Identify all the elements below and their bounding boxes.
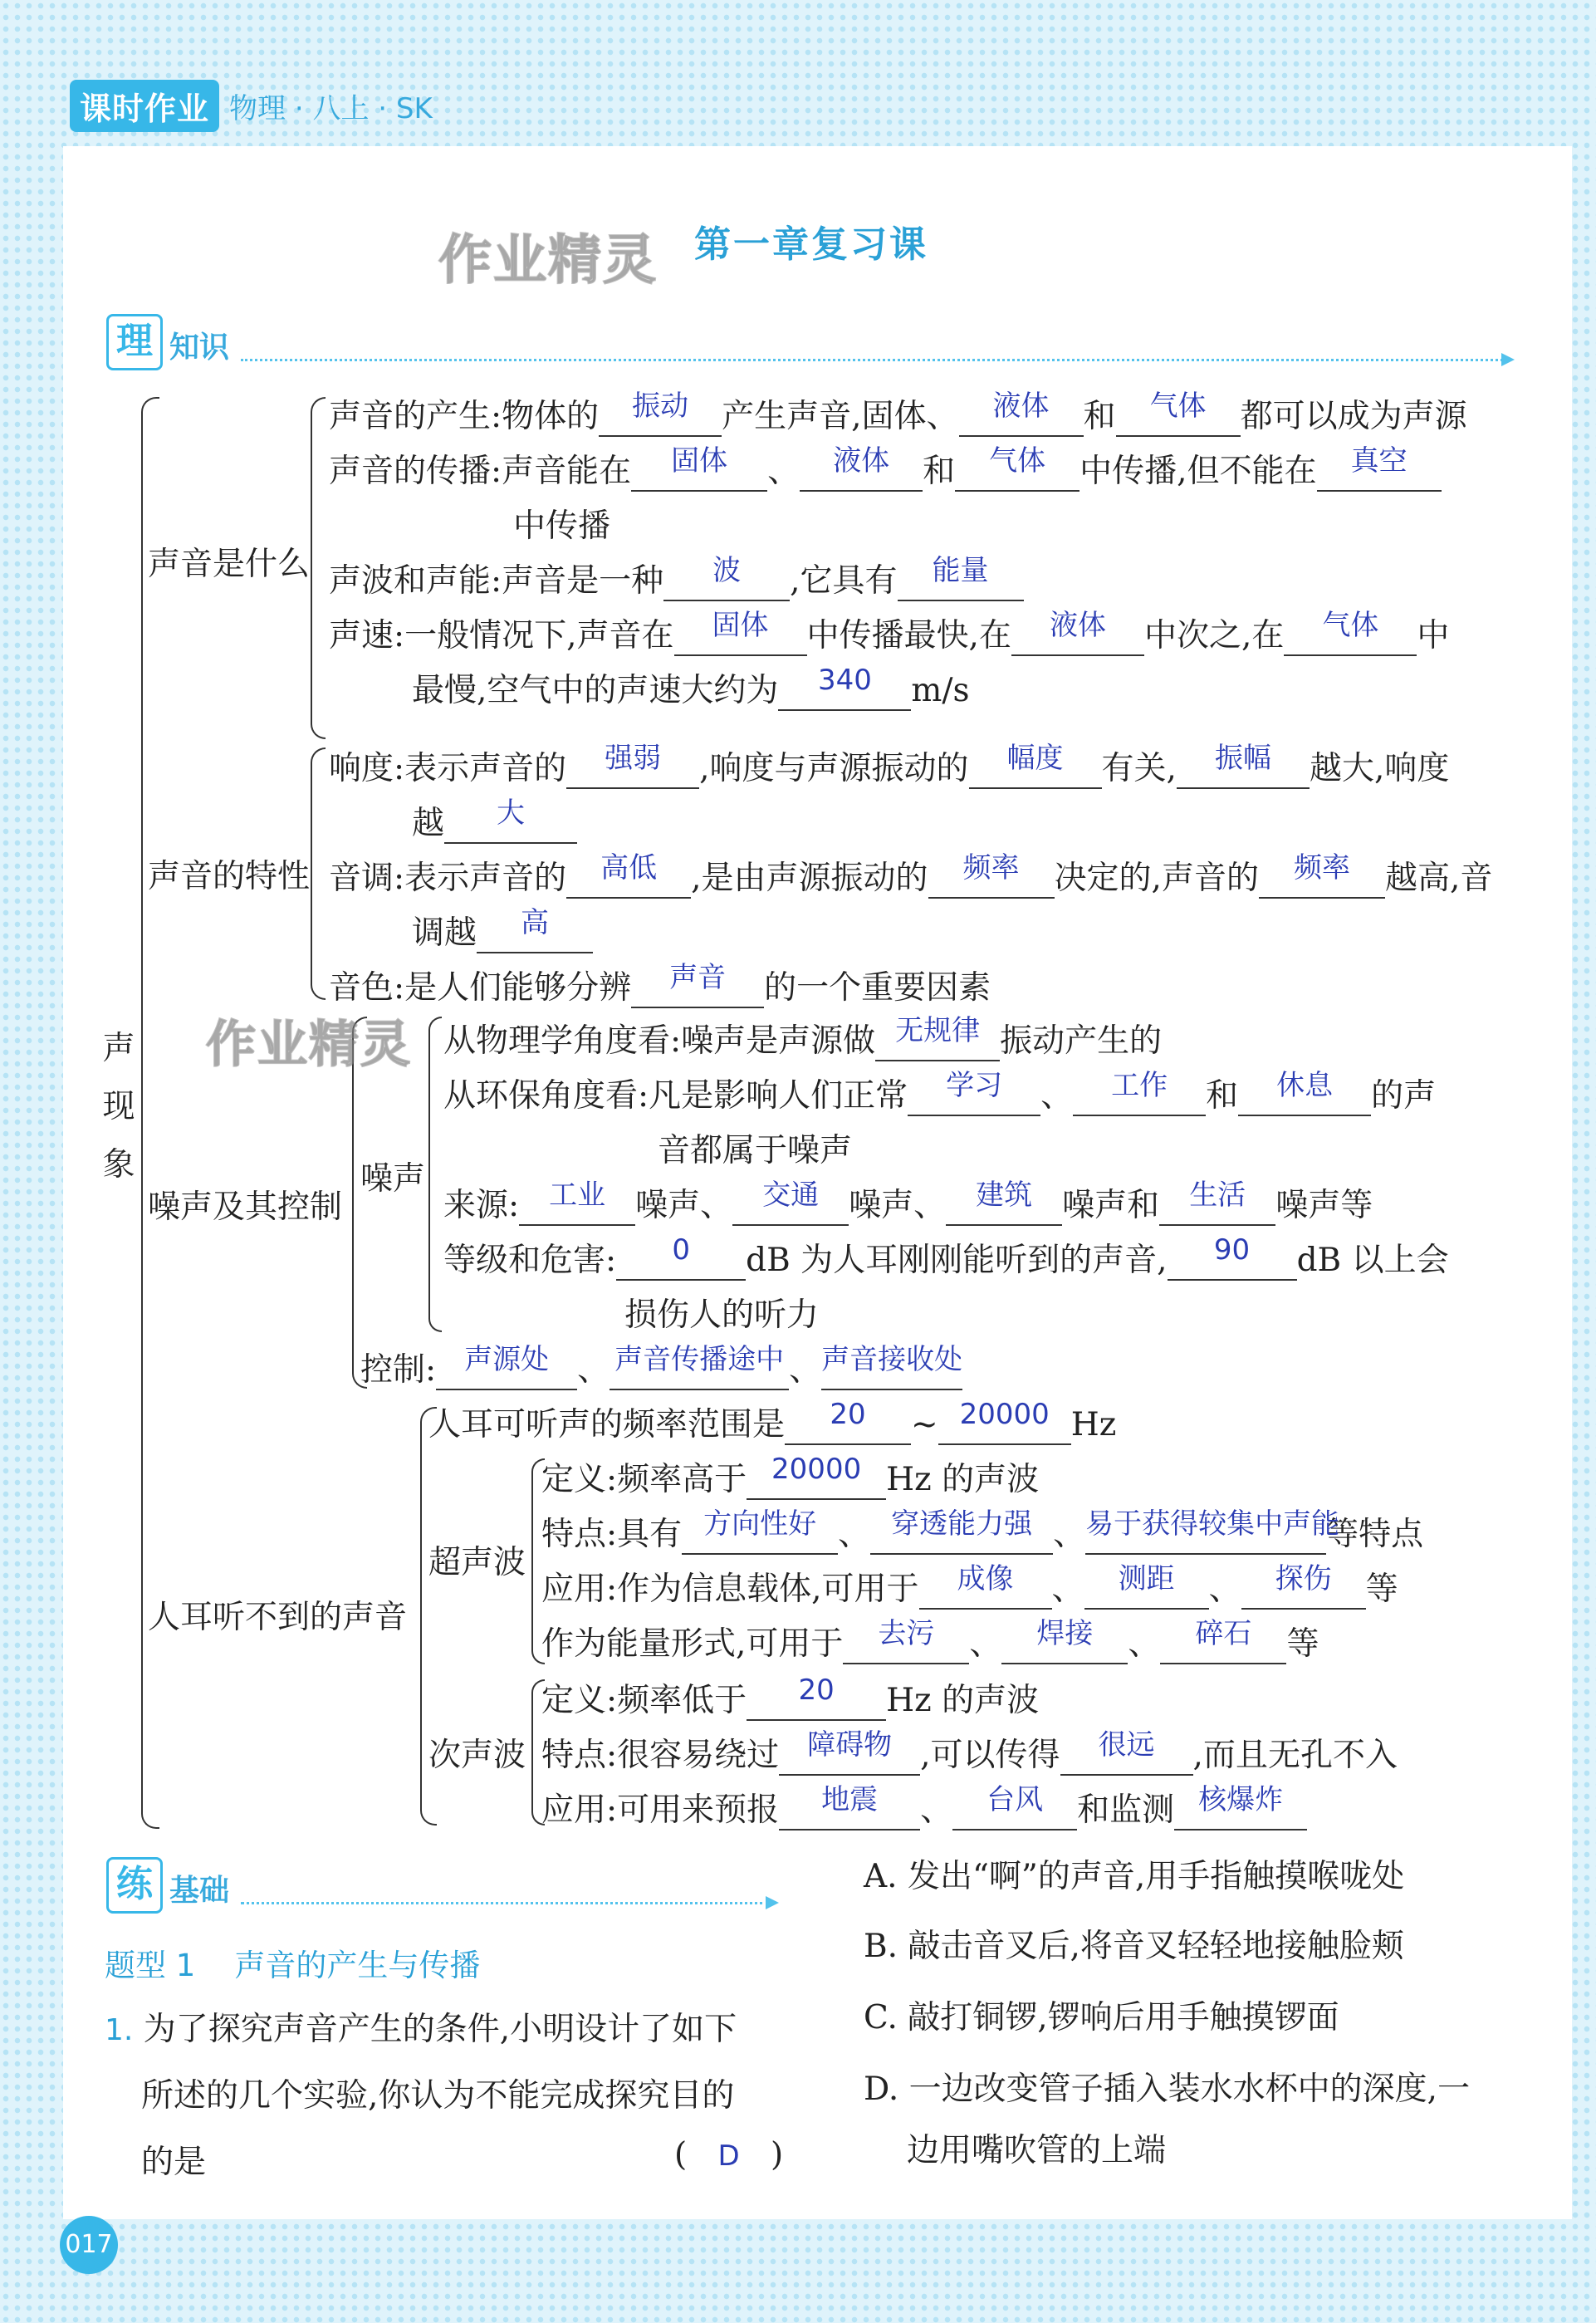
line-noise-level: 等级和危害: 0 dB 为人耳刚刚能听到的声音, 90 dB 以上会 bbox=[443, 1233, 1449, 1279]
question-type: 题型 1 声音的产生与传播 bbox=[105, 1948, 481, 1983]
practice-label: 基础 bbox=[169, 1873, 230, 1908]
practice-divider bbox=[241, 1902, 769, 1904]
answer-bracket: ( D ) bbox=[674, 2136, 784, 2174]
watermark-mid: 作业精灵 bbox=[206, 1016, 412, 1074]
line-pitch-cont: 调越 高 bbox=[412, 907, 593, 953]
knowledge-divider bbox=[241, 359, 1503, 361]
line-loudness: 响度:表示声音的 强弱 ,响度与声源振动的 幅度 有关, 振幅 越大,响度 bbox=[329, 742, 1450, 787]
line-infra-def: 定义:频率低于 20 Hz 的声波 bbox=[541, 1674, 1040, 1719]
watermark: 作业精灵 bbox=[438, 230, 658, 292]
branch-noise-sub: 噪声 bbox=[360, 1160, 426, 1198]
line-noise-env-cont: 音都属于噪声 bbox=[658, 1132, 853, 1169]
question-line2: 所述的几个实验,你认为不能完成探究目的 bbox=[141, 2077, 735, 2115]
line-noise-source: 来源: 工业 噪声、 交通 噪声、 建筑 噪声和 生活 噪声等 bbox=[443, 1179, 1373, 1224]
line-production: 声音的产生:物体的 振动 产生声音,固体、 液体 和 气体 都可以成为声源 bbox=[329, 390, 1467, 435]
line-noise-physics: 从物理学角度看:噪声是声源做 无规律 振动产生的 bbox=[443, 1014, 1163, 1060]
page-title: 第一章复习课 bbox=[694, 223, 928, 266]
answer-value: D bbox=[717, 2139, 740, 2173]
line-propagation-cont: 中传播 bbox=[513, 507, 611, 545]
brace-traits bbox=[311, 747, 326, 1000]
line-noise-env: 从环保角度看:凡是影响人们正常 学习 、 工作 和 休息 的声 bbox=[443, 1069, 1437, 1115]
option-b: B. 敲击音叉后,将音叉轻轻地接触脸颊 bbox=[864, 1928, 1404, 1965]
knowledge-label: 知识 bbox=[169, 330, 230, 365]
brace-noise-sub bbox=[428, 1017, 442, 1332]
root-label: 声 现 象 bbox=[102, 1030, 135, 1184]
line-loudness-cont: 越 大 bbox=[412, 797, 577, 844]
question-number: 1. bbox=[105, 2013, 134, 2047]
question-line3: 的是 bbox=[141, 2144, 207, 2181]
page-number: 017 bbox=[60, 2216, 118, 2274]
line-infra-use: 应用:可用来预报 地震 、 台风 和监测 核爆炸 bbox=[541, 1784, 1307, 1830]
branch-what: 声音是什么 bbox=[148, 546, 311, 583]
question-text: 1. 为了探究声音产生的条件,小明设计了如下 bbox=[105, 2011, 737, 2048]
header-brand bbox=[70, 83, 433, 128]
line-audible-range: 人耳可听声的频率范围是 20 ~ 20000 Hz bbox=[428, 1398, 1117, 1443]
line-ultra-energy: 作为能量形式,可用于 去污 、 焊接 、 碎石 等 bbox=[541, 1617, 1319, 1663]
line-soundwave: 声波和声能:声音是一种 波 ,它具有 能量 bbox=[329, 555, 1024, 601]
option-d: D. 一边改变管子插入装水水杯中的深度,一 bbox=[864, 2071, 1471, 2108]
practice-badge: 练 bbox=[106, 1857, 163, 1914]
line-ultra-feature: 特点:具有 方向性好 、 穿透能力强 、易于获得较集中声能等特点 bbox=[541, 1507, 1424, 1553]
line-ultra-def: 定义:频率高于 20000 Hz 的声波 bbox=[541, 1453, 1040, 1498]
line-noise-level-cont: 损伤人的听力 bbox=[624, 1296, 820, 1334]
line-ultra-info: 应用:作为信息载体,可用于 成像 、 测距 、 探伤 等 bbox=[541, 1562, 1398, 1608]
line-propagation: 声音的传播:声音能在 固体 、 液体 和 气体 中传播,但不能在 真空 bbox=[329, 445, 1442, 492]
branch-infra: 次声波 bbox=[428, 1737, 526, 1774]
brace-what bbox=[311, 397, 326, 739]
divider-arrow bbox=[1501, 353, 1515, 366]
subject-label: 物理 · 八上 · SK bbox=[229, 91, 433, 125]
branch-ultra: 超声波 bbox=[428, 1544, 526, 1581]
branch-traits: 声音的特性 bbox=[148, 858, 311, 895]
branch-inaudible: 人耳听不到的声音 bbox=[148, 1599, 408, 1636]
practice-divider-arrow bbox=[766, 1896, 779, 1909]
knowledge-badge: 理 bbox=[106, 314, 163, 370]
option-c: C. 敲打铜锣,锣响后用手触摸锣面 bbox=[864, 1999, 1339, 2036]
line-infra-feature: 特点:很容易绕过 障碍物 ,可以传得 很远 ,而且无孔不入 bbox=[541, 1728, 1398, 1774]
option-a: A. 发出“啊”的声音,用手指触摸喉咙处 bbox=[864, 1858, 1405, 1895]
brand-logo: 课时作业 bbox=[70, 80, 219, 132]
option-d-cont: 边用嘴吹管的上端 bbox=[907, 2132, 1167, 2169]
line-pitch: 音调:表示声音的 高低 ,是由声源振动的 频率 决定的,声音的 频率 越高,音 bbox=[329, 851, 1493, 897]
line-speed-cont: 最慢,空气中的声速大约为 340 m/s bbox=[412, 664, 970, 709]
line-noise-control: 控制: 声源处 、 声音传播途中 、声音接收处 bbox=[360, 1343, 963, 1389]
line-speed: 声速:一般情况下,声音在 固体 中传播最快,在 液体 中次之,在 气体 中 bbox=[329, 609, 1450, 654]
line-timbre: 音色:是人们能够分辨 声音 的一个重要因素 bbox=[329, 961, 991, 1007]
branch-noise: 噪声及其控制 bbox=[148, 1188, 343, 1226]
